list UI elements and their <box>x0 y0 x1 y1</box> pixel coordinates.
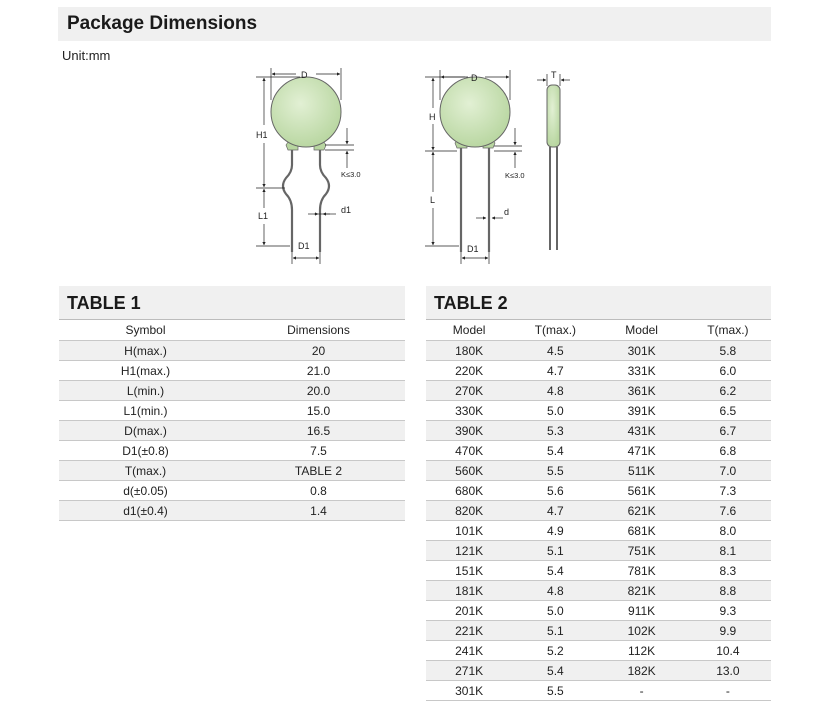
tmax-cell: 4.7 <box>512 501 598 521</box>
tmax-cell: 13.0 <box>685 661 771 681</box>
tmax-cell: 7.6 <box>685 501 771 521</box>
right-l-label: L <box>430 195 436 205</box>
tmax-cell: 4.9 <box>512 521 598 541</box>
tmax-cell: 5.3 <box>512 421 598 441</box>
table-row <box>426 641 771 661</box>
table-row <box>59 501 405 521</box>
model-cell: 561K <box>599 481 685 501</box>
right-d-small-label: d <box>504 207 510 217</box>
side-view <box>537 70 570 250</box>
model-cell: 820K <box>426 501 512 521</box>
model-cell: 331K <box>599 361 685 381</box>
left-d1-small-label: d1 <box>341 205 352 215</box>
tmax-cell: 5.4 <box>512 561 598 581</box>
symbol-cell: D(max.) <box>59 421 232 441</box>
table2-block <box>426 286 771 701</box>
table2-title: TABLE 2 <box>426 286 771 320</box>
table-row <box>426 521 771 541</box>
model-cell: 431K <box>599 421 685 441</box>
tmax-cell: 5.4 <box>512 661 598 681</box>
tmax-cell: 5.5 <box>512 681 598 701</box>
right-h-label: H <box>429 112 436 122</box>
table1-header-row <box>59 320 405 341</box>
tmax-cell: 5.0 <box>512 601 598 621</box>
model-cell: 181K <box>426 581 512 601</box>
tmax-cell: 5.1 <box>512 541 598 561</box>
table1-header-dimensions: Dimensions <box>232 320 405 341</box>
dimension-cell: 0.8 <box>232 481 405 501</box>
model-cell: 390K <box>426 421 512 441</box>
model-cell: - <box>599 681 685 701</box>
symbol-cell: L1(min.) <box>59 401 232 421</box>
table-row <box>59 441 405 461</box>
tmax-cell: 8.3 <box>685 561 771 581</box>
tmax-cell: 8.1 <box>685 541 771 561</box>
table2 <box>426 320 771 701</box>
model-cell: 270K <box>426 381 512 401</box>
tmax-cell: 9.3 <box>685 601 771 621</box>
tmax-cell: 5.6 <box>512 481 598 501</box>
symbol-cell: T(max.) <box>59 461 232 481</box>
tmax-cell: 6.8 <box>685 441 771 461</box>
tmax-cell: 4.7 <box>512 361 598 381</box>
model-cell: 112K <box>599 641 685 661</box>
model-cell: 821K <box>599 581 685 601</box>
model-cell: 102K <box>599 621 685 641</box>
table2-header-model-2: Model <box>599 320 685 341</box>
tmax-cell: 8.0 <box>685 521 771 541</box>
tmax-cell: 8.8 <box>685 581 771 601</box>
dimension-cell: 21.0 <box>232 361 405 381</box>
model-cell: 470K <box>426 441 512 461</box>
symbol-cell: d(±0.05) <box>59 481 232 501</box>
dimension-cell: 7.5 <box>232 441 405 461</box>
table-row <box>426 381 771 401</box>
model-cell: 911K <box>599 601 685 621</box>
model-cell: 471K <box>599 441 685 461</box>
dimension-cell: TABLE 2 <box>232 461 405 481</box>
unit-label: Unit:mm <box>62 48 111 63</box>
tmax-cell: 7.3 <box>685 481 771 501</box>
dimension-cell: 15.0 <box>232 401 405 421</box>
model-cell: 391K <box>599 401 685 421</box>
left-k-label: K≤3.0 <box>341 170 361 179</box>
model-cell: 681K <box>599 521 685 541</box>
left-l1-label: L1 <box>258 211 269 221</box>
left-h1-label: H1 <box>256 130 268 140</box>
table-row <box>426 441 771 461</box>
tmax-cell: 5.2 <box>512 641 598 661</box>
dimension-cell: 16.5 <box>232 421 405 441</box>
model-cell: 621K <box>599 501 685 521</box>
tmax-cell: 5.0 <box>512 401 598 421</box>
table-row <box>59 361 405 381</box>
right-drawing <box>425 70 525 264</box>
symbol-cell: L(min.) <box>59 381 232 401</box>
table-row <box>59 341 405 361</box>
model-cell: 220K <box>426 361 512 381</box>
table2-header-tmax-2: T(max.) <box>685 320 771 341</box>
table-row <box>426 501 771 521</box>
symbol-cell: H1(max.) <box>59 361 232 381</box>
symbol-cell: D1(±0.8) <box>59 441 232 461</box>
dimension-cell: 20.0 <box>232 381 405 401</box>
tmax-cell: 5.1 <box>512 621 598 641</box>
tmax-cell: 6.2 <box>685 381 771 401</box>
model-cell: 180K <box>426 341 512 361</box>
table-row <box>59 421 405 441</box>
table-row <box>59 481 405 501</box>
table1 <box>59 320 405 521</box>
table-row <box>426 461 771 481</box>
tmax-cell: 5.5 <box>512 461 598 481</box>
table-row <box>426 401 771 421</box>
tmax-cell: 4.8 <box>512 581 598 601</box>
model-cell: 151K <box>426 561 512 581</box>
table1-block <box>59 286 405 521</box>
tmax-cell: 9.9 <box>685 621 771 641</box>
table-row <box>426 341 771 361</box>
table-row <box>426 681 771 701</box>
model-cell: 301K <box>599 341 685 361</box>
tmax-cell: 6.0 <box>685 361 771 381</box>
table-row <box>426 621 771 641</box>
tmax-cell: 5.4 <box>512 441 598 461</box>
tmax-cell: 4.5 <box>512 341 598 361</box>
left-drawing <box>256 68 361 264</box>
model-cell: 271K <box>426 661 512 681</box>
table1-header-symbol: Symbol <box>59 320 232 341</box>
table2-header-tmax-1: T(max.) <box>512 320 598 341</box>
table-row <box>59 461 405 481</box>
right-d-label: D <box>471 73 478 83</box>
table-row <box>426 481 771 501</box>
side-t-label: T <box>551 70 557 80</box>
table-row <box>59 401 405 421</box>
right-k-label: K≤3.0 <box>505 171 525 180</box>
model-cell: 330K <box>426 401 512 421</box>
model-cell: 241K <box>426 641 512 661</box>
tmax-cell: 5.8 <box>685 341 771 361</box>
page-title: Package Dimensions <box>67 13 258 34</box>
table-row <box>426 661 771 681</box>
tmax-cell: 7.0 <box>685 461 771 481</box>
model-cell: 121K <box>426 541 512 561</box>
model-cell: 560K <box>426 461 512 481</box>
tmax-cell: 4.8 <box>512 381 598 401</box>
tmax-cell: 10.4 <box>685 641 771 661</box>
right-d1-label: D1 <box>467 244 479 254</box>
symbol-cell: d1(±0.4) <box>59 501 232 521</box>
tmax-cell: 6.7 <box>685 421 771 441</box>
package-drawing <box>0 0 830 280</box>
table2-header-row <box>426 320 771 341</box>
model-cell: 301K <box>426 681 512 701</box>
model-cell: 511K <box>599 461 685 481</box>
model-cell: 101K <box>426 521 512 541</box>
model-cell: 781K <box>599 561 685 581</box>
symbol-cell: H(max.) <box>59 341 232 361</box>
left-d-label: D <box>301 70 308 80</box>
model-cell: 680K <box>426 481 512 501</box>
model-cell: 201K <box>426 601 512 621</box>
table2-header-model-1: Model <box>426 320 512 341</box>
model-cell: 221K <box>426 621 512 641</box>
table-row <box>426 421 771 441</box>
tmax-cell: 6.5 <box>685 401 771 421</box>
table-row <box>426 601 771 621</box>
table1-title: TABLE 1 <box>59 286 405 320</box>
left-d1-label: D1 <box>298 241 310 251</box>
table-row <box>426 561 771 581</box>
model-cell: 182K <box>599 661 685 681</box>
table-row <box>426 541 771 561</box>
model-cell: 751K <box>599 541 685 561</box>
dimension-cell: 20 <box>232 341 405 361</box>
dimension-cell: 1.4 <box>232 501 405 521</box>
table-row <box>426 361 771 381</box>
table-row <box>59 381 405 401</box>
tmax-cell: - <box>685 681 771 701</box>
table-row <box>426 581 771 601</box>
model-cell: 361K <box>599 381 685 401</box>
